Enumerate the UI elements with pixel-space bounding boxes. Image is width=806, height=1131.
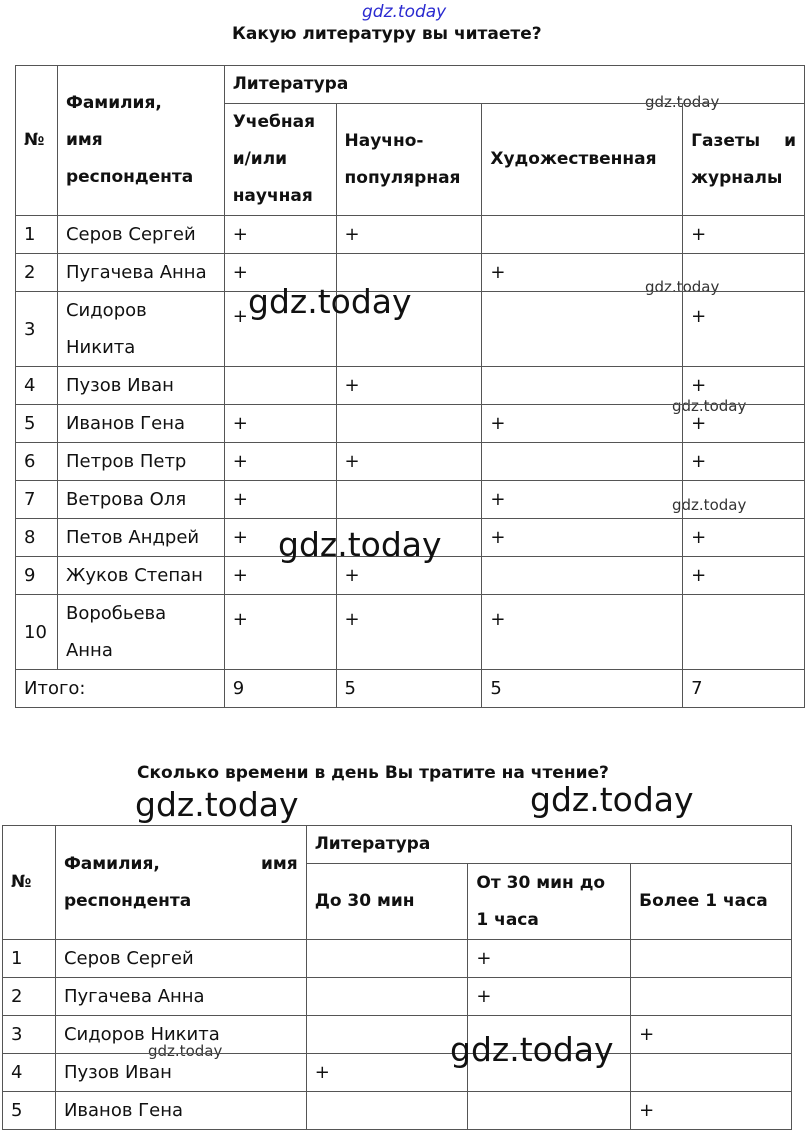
table-row: [3, 1092, 792, 1130]
answer-cell: +: [468, 940, 631, 978]
watermark: gdz.today: [645, 93, 720, 111]
answer-cell: [482, 557, 683, 595]
answer-cell: +: [683, 292, 805, 367]
watermark-large: gdz.today: [278, 525, 442, 564]
answer-cell: [683, 254, 805, 292]
row-number: 5: [16, 405, 58, 443]
respondent-name: Воробьева Анна: [57, 595, 224, 670]
answer-cell: +: [482, 519, 683, 557]
row-number: 3: [16, 292, 58, 367]
answer-cell: +: [224, 557, 336, 595]
answer-cell: +: [336, 443, 482, 481]
answer-cell: +: [631, 1092, 792, 1130]
row-number: 5: [3, 1092, 56, 1130]
table-row: [3, 1016, 792, 1054]
answer-cell: [336, 481, 482, 519]
literature-table: [15, 65, 805, 708]
watermark: gdz.today: [148, 1042, 223, 1060]
row-number: 7: [16, 481, 58, 519]
answer-cell: +: [336, 216, 482, 254]
header-number: №: [16, 66, 58, 216]
answer-cell: +: [224, 443, 336, 481]
answer-cell: +: [224, 216, 336, 254]
header-group: Литература: [224, 66, 804, 104]
answer-cell: [482, 367, 683, 405]
total-cell: 5: [336, 670, 482, 708]
row-number: 6: [16, 443, 58, 481]
watermark-large: gdz.today: [530, 780, 694, 819]
answer-cell: +: [336, 367, 482, 405]
answer-cell: [306, 978, 468, 1016]
row-number: 4: [3, 1054, 56, 1092]
table-row: [3, 978, 792, 1016]
respondent-name: Пузов Иван: [57, 367, 224, 405]
watermark-large: gdz.today: [450, 1030, 614, 1069]
answer-cell: +: [683, 367, 805, 405]
header-name: Фамилия, имя респондента: [57, 66, 224, 216]
header-col-fiction: Художественная: [482, 104, 683, 216]
answer-cell: [683, 595, 805, 670]
answer-cell: +: [631, 1016, 792, 1054]
table-row: [16, 216, 805, 254]
answer-cell: +: [482, 254, 683, 292]
respondent-name: Петов Андрей: [57, 519, 224, 557]
table-row: [3, 1054, 792, 1092]
row-number: 4: [16, 367, 58, 405]
answer-cell: [631, 1054, 792, 1092]
answer-cell: [631, 978, 792, 1016]
answer-cell: +: [482, 405, 683, 443]
respondent-name: Пугачева Анна: [55, 978, 306, 1016]
header-col-newspapers: Газеты и журналы: [683, 104, 805, 216]
row-number: 10: [16, 595, 58, 670]
table-row: [16, 481, 805, 519]
answer-cell: +: [683, 216, 805, 254]
table-row: [16, 367, 805, 405]
respondent-name: Жуков Степан: [57, 557, 224, 595]
answer-cell: +: [224, 292, 336, 367]
answer-cell: +: [336, 557, 482, 595]
answer-cell: +: [468, 978, 631, 1016]
watermark-large: gdz.today: [248, 282, 412, 321]
respondent-name: Иванов Гена: [55, 1092, 306, 1130]
row-number: 9: [16, 557, 58, 595]
row-number: 8: [16, 519, 58, 557]
respondent-name: Ветрова Оля: [57, 481, 224, 519]
header-name: Фамилия, имя респондента: [55, 826, 306, 940]
header-col-popular-science: Научно- популярная: [336, 104, 482, 216]
answer-cell: +: [683, 405, 805, 443]
answer-cell: +: [224, 595, 336, 670]
totals-row: [16, 670, 805, 708]
answer-cell: [306, 1016, 468, 1054]
answer-cell: [482, 443, 683, 481]
watermark: gdz.today: [672, 397, 747, 415]
answer-cell: +: [482, 481, 683, 519]
answer-cell: +: [224, 405, 336, 443]
respondent-name: Пузов Иван: [55, 1054, 306, 1092]
answer-cell: +: [482, 595, 683, 670]
respondent-name: Пугачева Анна: [57, 254, 224, 292]
answer-cell: [482, 292, 683, 367]
answer-cell: [683, 481, 805, 519]
header-col-30-to-60: От 30 мин до 1 часа: [468, 864, 631, 940]
total-cell: 7: [683, 670, 805, 708]
header-number: №: [3, 826, 56, 940]
answer-cell: +: [306, 1054, 468, 1092]
totals-label: Итого:: [16, 670, 225, 708]
table-row: [16, 443, 805, 481]
answer-cell: [306, 1092, 468, 1130]
respondent-name: Серов Сергей: [55, 940, 306, 978]
respondent-name: Петров Петр: [57, 443, 224, 481]
answer-cell: +: [224, 519, 336, 557]
answer-cell: +: [224, 481, 336, 519]
table-row: [16, 595, 805, 670]
answer-cell: [306, 940, 468, 978]
watermark: gdz.today: [645, 278, 720, 296]
respondent-name: Иванов Гена: [57, 405, 224, 443]
total-cell: 5: [482, 670, 683, 708]
watermark-large: gdz.today: [135, 785, 299, 824]
header-col-over-60: Более 1 часа: [631, 864, 792, 940]
answer-cell: +: [336, 595, 482, 670]
header-col-under-30: До 30 мин: [306, 864, 468, 940]
respondent-name: Серов Сергей: [57, 216, 224, 254]
answer-cell: [482, 216, 683, 254]
row-number: 2: [16, 254, 58, 292]
reading-time-table: [2, 825, 792, 1130]
answer-cell: [631, 940, 792, 978]
row-number: 1: [16, 216, 58, 254]
row-number: 3: [3, 1016, 56, 1054]
answer-cell: [224, 367, 336, 405]
header-col-educational: Учебная и/или научная: [224, 104, 336, 216]
table-row: [3, 940, 792, 978]
row-number: 1: [3, 940, 56, 978]
respondent-name: Сидоров Никита: [57, 292, 224, 367]
answer-cell: +: [683, 443, 805, 481]
answer-cell: [468, 1092, 631, 1130]
watermark: gdz.today: [672, 496, 747, 514]
watermark-top: gdz.today: [362, 2, 447, 22]
answer-cell: +: [224, 254, 336, 292]
row-number: 2: [3, 978, 56, 1016]
table-row: [16, 405, 805, 443]
table2-title: Сколько времени в день Вы тратите на чтение?: [137, 763, 609, 783]
answer-cell: [336, 405, 482, 443]
answer-cell: +: [683, 519, 805, 557]
total-cell: 9: [224, 670, 336, 708]
answer-cell: +: [683, 557, 805, 595]
table1-title: Какую литературу вы читаете?: [232, 24, 542, 44]
respondent-name: Сидоров Никита: [55, 1016, 306, 1054]
header-group: Литература: [306, 826, 791, 864]
